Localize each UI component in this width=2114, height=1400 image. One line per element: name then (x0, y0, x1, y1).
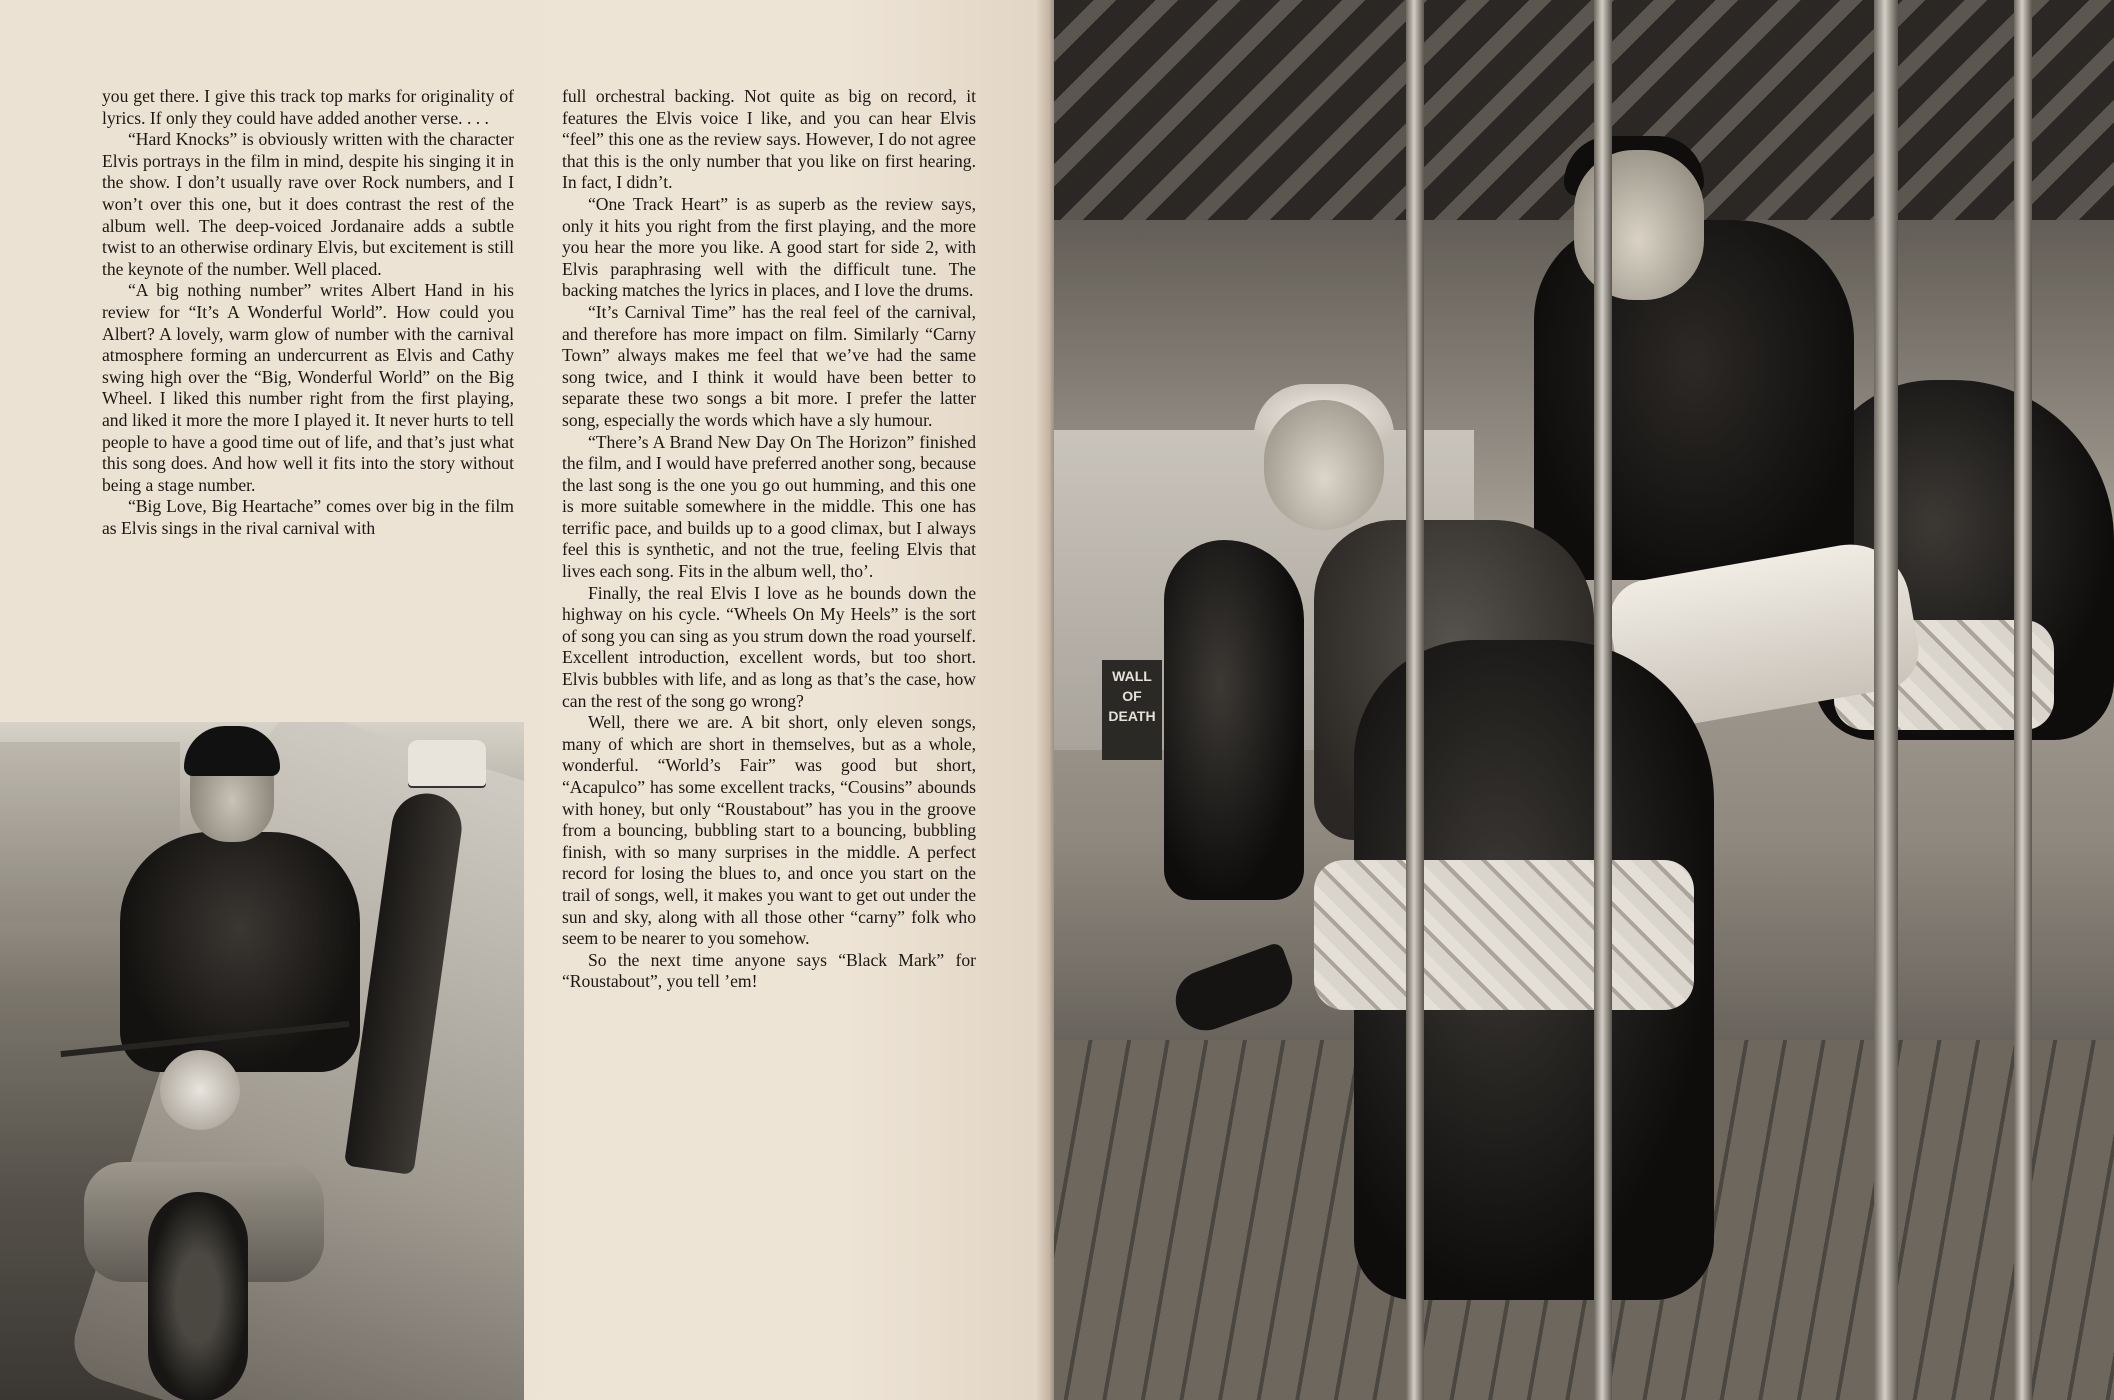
paragraph: “One Track Heart” is as superb as the review says, only it hits you right from the first playing, and the more you hear the more you like. A good start for side 2, with Elvis paraphrasing well with the difficult tune. The backing matches the lyrics in places, and I love the drums. (562, 193, 976, 301)
photo-front-wheel (148, 1192, 248, 1400)
photo-pole-1 (1406, 0, 1424, 1400)
photo-woman-boot (1167, 941, 1300, 1038)
paragraph: “A big nothing number” writes Albert Hand in his review for “It’s A Wonderful World”. How could you Albert? A lovely, warm glow of number with the carnival atmosphere forming an undercurrent as Elvis and Cathy swing high over the “Big, Wonderful World” on the Big Wheel. I liked this number right from the first playing, and liked it more the more I played it. It never hurts to tell people to have a good time out of life, and that’s just what this song does. And how well it fits into the story without being a stage number. (102, 280, 514, 495)
carousel-photo (1054, 0, 2114, 1400)
photo-pole-4 (2014, 0, 2032, 1400)
text-column-2 (562, 86, 976, 993)
photo-headlamp (160, 1050, 240, 1130)
photo-saddle-center (1314, 860, 1694, 1010)
paragraph: “Big Love, Big Heartache” comes over big in the film as Elvis sings in the rival carnival with (102, 496, 514, 538)
photo-pole-2 (1594, 0, 1612, 1400)
paragraph: “It’s Carnival Time” has the real feel of the carnival, and therefore has more impact on film. Similarly “Carny Town” always makes me feel that we’ve had the same song twice, and I think it would have been better to separate these two songs a bit more. I prefer the latter song, especially the words which have a sly humour. (562, 301, 976, 430)
text-column-1 (102, 86, 514, 539)
photo-pole-3 (1874, 0, 1898, 1400)
photo-woman-head (1264, 400, 1384, 530)
motorcycle-photo (0, 722, 524, 1400)
paragraph: Finally, the real Elvis I love as he bounds down the highway on his cycle. “Wheels On My Heels” is the sort of song you can sing as you strum down the road yourself. Excellent introduction, excellent words, but too short. Elvis bubbles with life, and as long as that’s the case, how can the rest of the song go wrong? (562, 582, 976, 711)
photo-car (408, 740, 486, 786)
photo-horse-left (1164, 540, 1304, 900)
photo-rider-hair (184, 726, 280, 776)
paragraph: Well, there we are. A bit short, only eleven songs, many of which are short in themselves, but as a whole, wonderful. “World’s Fair” was good but short, “Acapulco” has some excellent tracks, “Cousins” abounds with honey, but only “Roustabout” has you in the groove from a bouncing, bubbling start to a bouncing, bubbling finish, with so many surprises in the middle. A perfect record for losing the blues to, and once you start on the trail of songs, well, it makes you want to get out under the sun and sky, along with all those other “carny” folk who seem to be nearer to you somehow. (562, 712, 976, 949)
paragraph: full orchestral backing. Not quite as big on record, it features the Elvis voice I like, and you can hear Elvis “feel” this one as the review says. However, I do not agree that this is the only number that you like on first hearing. In fact, I didn’t. (562, 86, 976, 193)
paragraph: So the next time anyone says “Black Mark” for “Roustabout”, you tell ’em! (562, 949, 976, 992)
photo-sign: WALL OF DEATH (1102, 660, 1162, 760)
photo-man-shirt (1534, 220, 1854, 580)
paragraph: “There’s A Brand New Day On The Horizon” finished the film, and I would have preferred another song, because the last song is the one you go out humming, and this one is more suitable somewhere in the middle. This one has terrific pace, and builds up to a good climax, but I always feel this is synthetic, and not the true, feeling Elvis that lives each song. Fits in the album well, tho’. (562, 431, 976, 582)
paragraph: you get there. I give this track top marks for originality of lyrics. If only they could have added another verse. . . . (102, 86, 514, 128)
paragraph: “Hard Knocks” is obviously written with the character Elvis portrays in the film in mind, despite his singing it in the show. I don’t usually rave over Rock numbers, and I won’t over this one, but it does contrast the rest of the album well. The deep-voiced Jordanaire adds a subtle twist to an otherwise ordinary Elvis, but excitement is still the keynote of the number. Well placed. (102, 129, 514, 279)
left-page (0, 0, 1050, 1400)
